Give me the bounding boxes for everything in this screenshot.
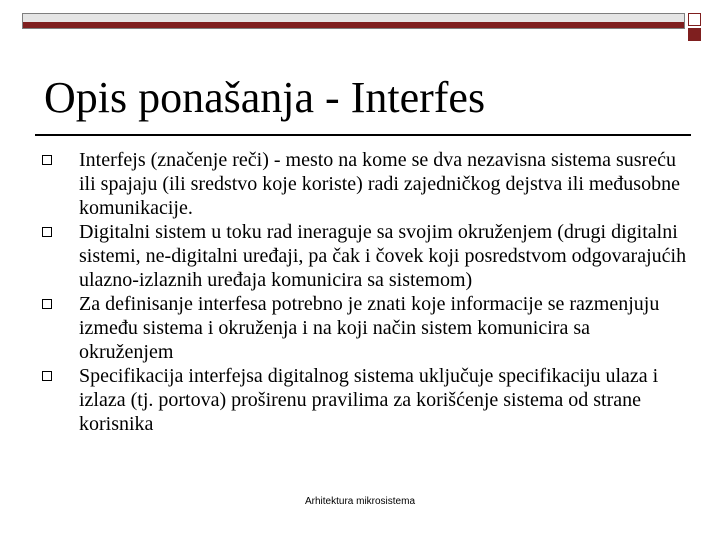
- list-item: [39, 148, 689, 220]
- hollow-square-bullet-icon: [42, 299, 52, 309]
- slide-footer: Arhitektura mikrosistema: [304, 496, 416, 507]
- hollow-square-bullet-icon: [42, 227, 52, 237]
- bullet-text: Digitalni sistem u toku rad ineraguje sa svojim okruženjem (drugi digitalni sistemi, ne-digitalni uređaji, pa čak i čovek koji posredstvom odgovarajućih ulazno-izlaznih uređaja komunicira sa sistemom): [79, 221, 687, 291]
- bullet-text: Interfejs (značenje reči) - mesto na kome se dva nezavisna sistema susreću ili spajaju (ili sredstvo koje koriste) radi zajedničkog dejstva ili međusobne komunikacije.: [79, 149, 680, 219]
- corner-filled-square-icon: [688, 28, 701, 41]
- list-item: [39, 364, 689, 436]
- bullet-text: Za definisanje interfesa potrebno je znati koje informacije se razmenjuju između sistema i okruženja i na koji način sistem komunicira sa okruženjem: [79, 293, 660, 363]
- list-item: [39, 220, 689, 292]
- header-decoration-bar: [22, 13, 685, 29]
- list-item: [39, 292, 689, 364]
- hollow-square-bullet-icon: [42, 371, 52, 381]
- header-accent-stripe: [23, 22, 684, 28]
- slide-title: Opis ponašanja - Interfes: [44, 73, 486, 122]
- bullet-list: [39, 148, 689, 436]
- corner-square-icon: [688, 13, 701, 26]
- title-divider: [35, 134, 691, 136]
- hollow-square-bullet-icon: [42, 155, 52, 165]
- bullet-text: Specifikacija interfejsa digitalnog sistema uključuje specifikaciju ulaza i izlaza (tj. portova) proširenu pravilima za korišćenje sistema od strane korisnika: [79, 365, 659, 435]
